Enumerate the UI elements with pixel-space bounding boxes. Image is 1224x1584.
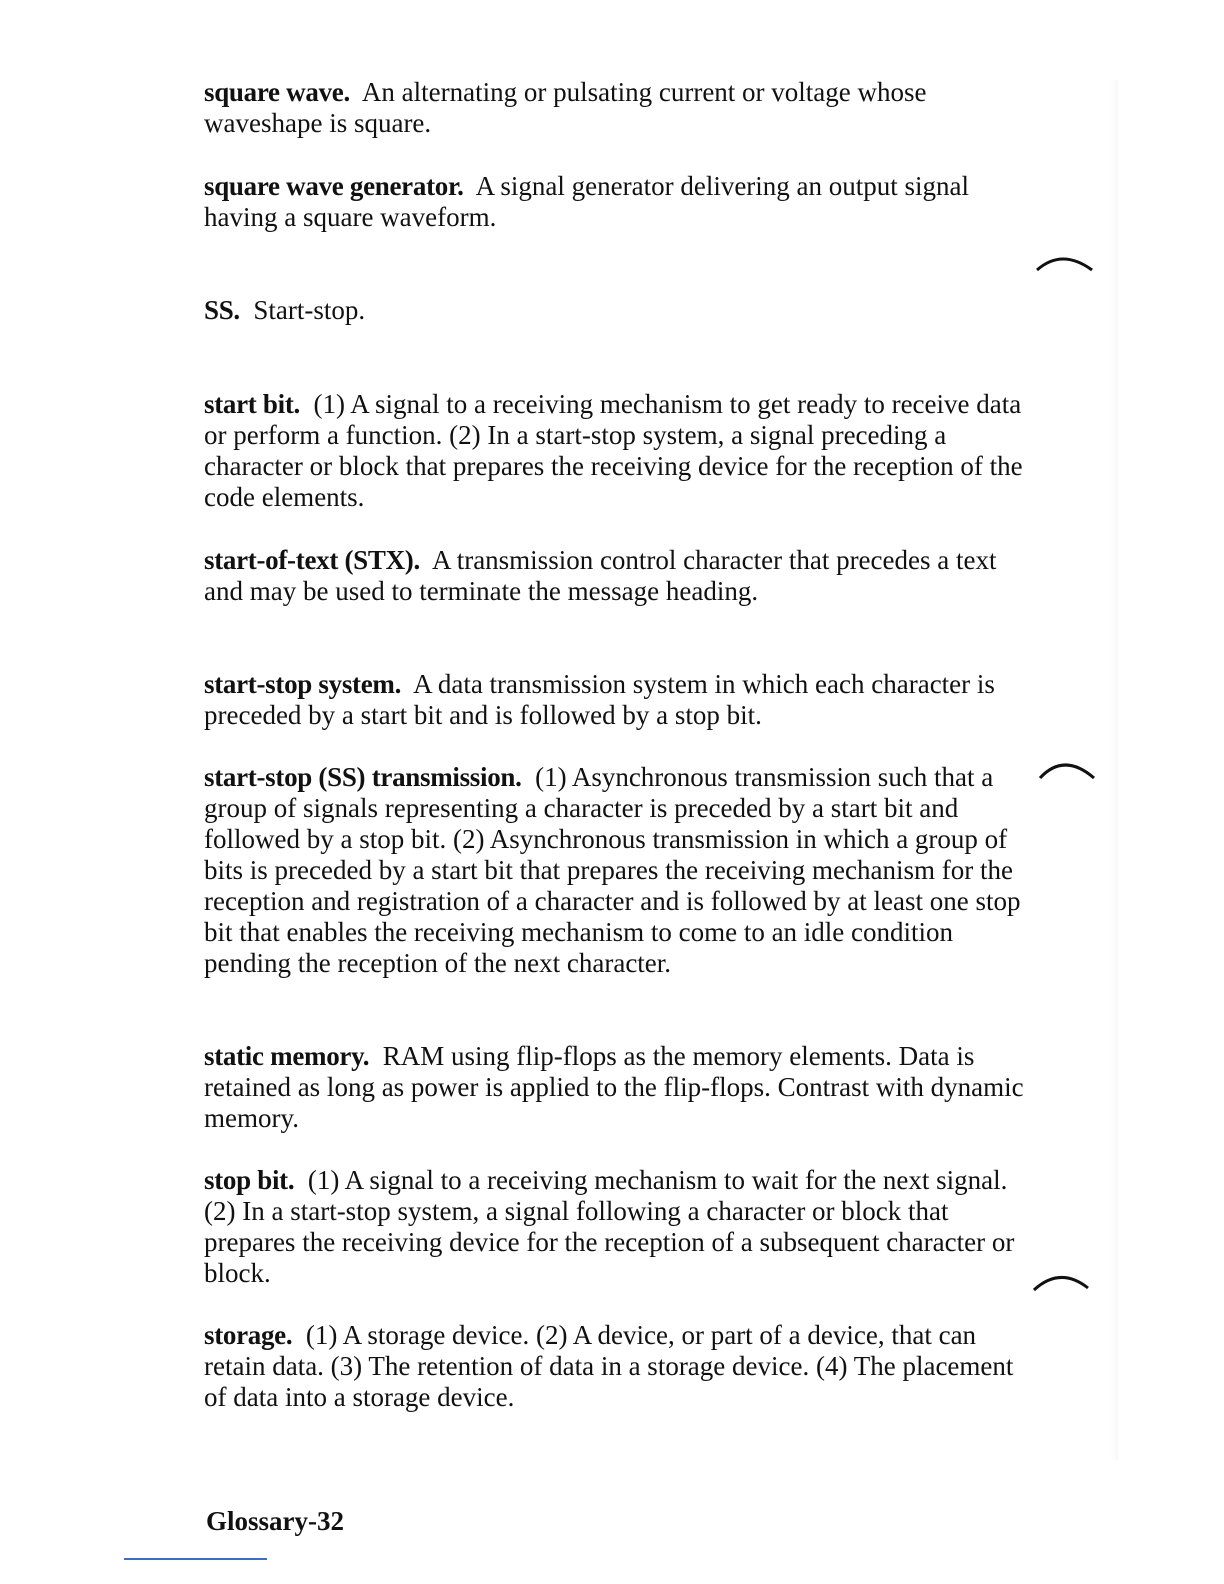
glossary-definition: A transmission control character that precedes a text and may be used to terminate the message heading. [204,545,997,606]
page-edge-shade [1110,80,1118,1460]
glossary-entry-start-stop-system [204,669,1024,731]
glossary-definition: (1) A signal to a receiving mechanism to get ready to receive data or perform a function. (2) In a start-stop system, a signal preceding a character or block that prepares the receiving device for the reception of the code elements. [204,389,1023,512]
glossary-term: start-stop system. [204,669,402,699]
glossary-term: SS. [204,295,240,325]
glossary-entry-start-bit [204,389,1024,513]
glossary-entry-static-memory [204,1041,1024,1134]
footer-rule [124,1558,267,1560]
glossary-definition: Start-stop. [253,295,366,325]
binder-hole-mark-icon [1034,756,1098,786]
glossary-term: square wave generator. [204,171,464,201]
binder-hole-mark-icon [1030,1266,1094,1296]
glossary-definition: A signal generator delivering an output signal having a square waveform. [204,171,970,232]
glossary-definition: (1) Asynchronous transmission such that a group of signals representing a character is preceded by a start bit and followed by a stop bit. (2) Asynchronous transmission in which a group of bits is preceded by a start bit that prepares the receiving mechanism for the reception and registration of a character and is followed by at least one stop bit that enables the receiving mechanism to come to an idle condition pending the reception of the next character. [204,762,1021,978]
glossary-term: storage. [204,1320,293,1350]
glossary-term: start-stop (SS) transmission. [204,762,522,792]
glossary-definition: RAM using flip-flops as the memory elements. Data is retained as long as power is applied to the flip-flops. Contrast with dynamic memory. [204,1041,1024,1133]
glossary-entry-ss [204,295,1024,326]
glossary-term: start bit. [204,389,300,419]
glossary-definition: A data transmission system in which each character is preceded by a start bit and is followed by a stop bit. [204,669,995,730]
glossary-term: stop bit. [204,1165,295,1195]
glossary-term: square wave. [204,77,350,107]
glossary-entry-start-stop-transmission [204,762,1024,979]
glossary-entry-start-of-text [204,545,1024,607]
glossary-definition: (1) A signal to a receiving mechanism to wait for the next signal. (2) In a start-stop system, a signal following a character or block that prepares the receiving device for the reception of a subsequent character or block. [204,1165,1015,1288]
glossary-entry-square-wave-generator [204,171,1024,233]
glossary-term: static memory. [204,1041,370,1071]
glossary-definition: (1) A storage device. (2) A device, or part of a device, that can retain data. (3) The retention of data in a storage device. (4) The placement of data into a storage device. [204,1320,1014,1412]
glossary-term: start-of-text (STX). [204,545,420,575]
binder-hole-mark-icon [1034,250,1098,280]
page-number-footer: Glossary-32 [206,1506,344,1536]
glossary-entry-square-wave [204,77,1024,139]
glossary-entry-stop-bit [204,1165,1024,1289]
glossary-entry-storage [204,1320,1024,1413]
glossary-definition: An alternating or pulsating current or voltage whose waveshape is square. [204,77,927,138]
